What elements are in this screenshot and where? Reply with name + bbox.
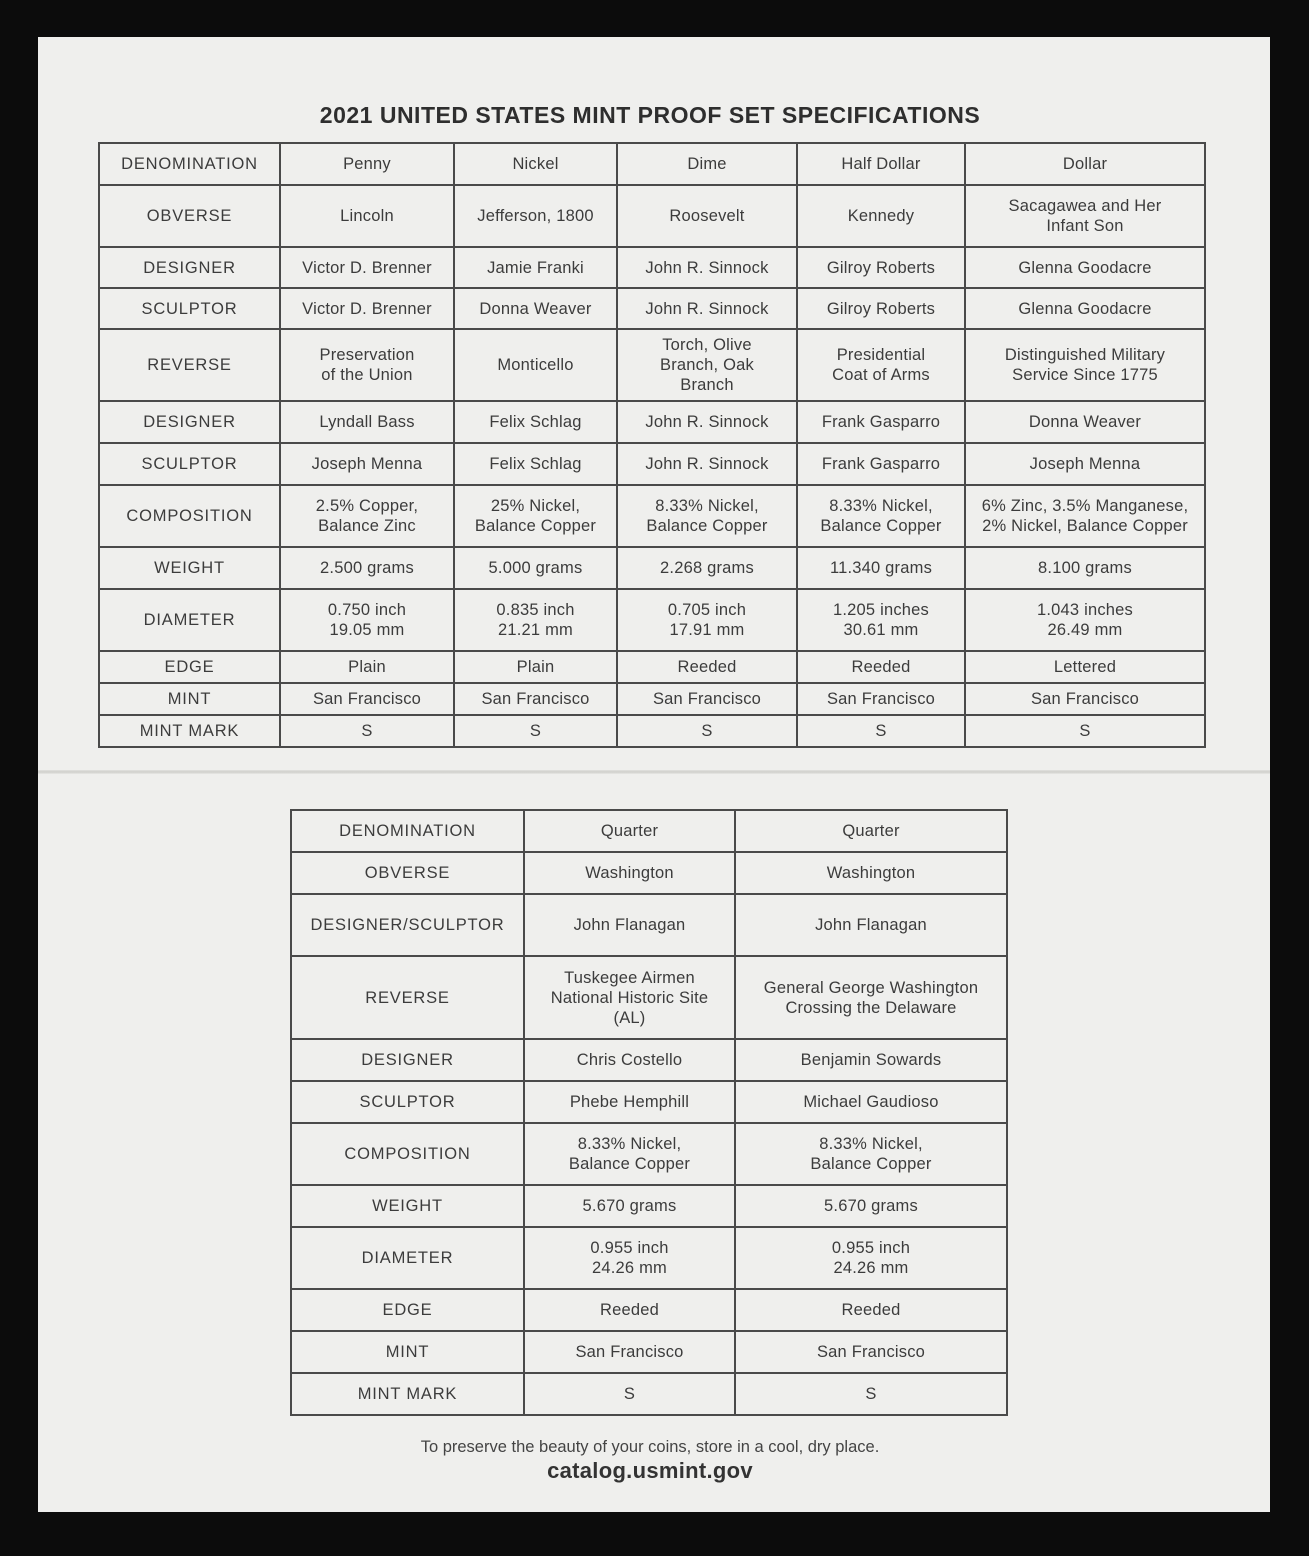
table-cell: Washington (735, 852, 1007, 894)
table-cell: 6% Zinc, 3.5% Manganese, 2% Nickel, Balance Copper (965, 485, 1205, 547)
row-header-cell: DIAMETER (291, 1227, 524, 1289)
table-cell: Half Dollar (797, 143, 965, 185)
table-cell: 25% Nickel, Balance Copper (454, 485, 617, 547)
table-row (291, 1185, 1007, 1227)
table-cell: S (797, 715, 965, 747)
table-cell: John R. Sinnock (617, 443, 797, 485)
table-cell: S (524, 1373, 735, 1415)
row-header-cell: SCULPTOR (99, 288, 280, 329)
table-cell: Felix Schlag (454, 443, 617, 485)
table-cell: Reeded (617, 651, 797, 683)
table-cell: Donna Weaver (965, 401, 1205, 443)
table-cell: Phebe Hemphill (524, 1081, 735, 1123)
table-cell: 5.670 grams (735, 1185, 1007, 1227)
care-note: To preserve the beauty of your coins, store in a cool, dry place. (420, 1438, 880, 1456)
table-cell: 1.043 inches 26.49 mm (965, 589, 1205, 651)
table-cell: 0.835 inch 21.21 mm (454, 589, 617, 651)
table-cell: Washington (524, 852, 735, 894)
table-row (99, 485, 1205, 547)
table-cell: Reeded (735, 1289, 1007, 1331)
row-header-cell: WEIGHT (291, 1185, 524, 1227)
row-header-cell: COMPOSITION (291, 1123, 524, 1185)
row-header-cell: MINT MARK (99, 715, 280, 747)
table-cell: Felix Schlag (454, 401, 617, 443)
table-row (99, 401, 1205, 443)
table-cell: Roosevelt (617, 185, 797, 247)
table-cell: Distinguished Military Service Since 1775 (965, 329, 1205, 401)
table-cell: John Flanagan (524, 894, 735, 956)
table-cell: San Francisco (965, 683, 1205, 715)
table-cell: Reeded (524, 1289, 735, 1331)
table-row (291, 894, 1007, 956)
row-header-cell: MINT (291, 1331, 524, 1373)
table-cell: S (617, 715, 797, 747)
table-cell: Frank Gasparro (797, 443, 965, 485)
spec-table-quarters (290, 809, 1008, 1416)
table-row (99, 715, 1205, 747)
table-cell: Victor D. Brenner (280, 247, 454, 288)
row-header-cell: EDGE (291, 1289, 524, 1331)
table-row (291, 956, 1007, 1039)
table-row (99, 589, 1205, 651)
table-cell: Lincoln (280, 185, 454, 247)
table-row (99, 329, 1205, 401)
table-row (291, 810, 1007, 852)
table-cell: 5.000 grams (454, 547, 617, 589)
table-cell: Dime (617, 143, 797, 185)
table-cell: 0.750 inch 19.05 mm (280, 589, 454, 651)
table-cell: 8.33% Nickel, Balance Copper (524, 1123, 735, 1185)
table-cell: Gilroy Roberts (797, 247, 965, 288)
table-cell: Plain (280, 651, 454, 683)
table-row (291, 1039, 1007, 1081)
table-cell: 2.5% Copper, Balance Zinc (280, 485, 454, 547)
table-cell: San Francisco (735, 1331, 1007, 1373)
table-cell: S (965, 715, 1205, 747)
row-header-cell: MINT (99, 683, 280, 715)
table-cell: 1.205 inches 30.61 mm (797, 589, 965, 651)
table-cell: 0.955 inch 24.26 mm (524, 1227, 735, 1289)
table-cell: Glenna Goodacre (965, 247, 1205, 288)
catalog-url: catalog.usmint.gov (547, 1458, 753, 1483)
table-cell: John R. Sinnock (617, 288, 797, 329)
table-cell: 5.670 grams (524, 1185, 735, 1227)
table-row (291, 1373, 1007, 1415)
table-cell: 8.33% Nickel, Balance Copper (617, 485, 797, 547)
table-cell: Kennedy (797, 185, 965, 247)
table-row (291, 1331, 1007, 1373)
row-header-cell: DESIGNER (291, 1039, 524, 1081)
table-cell: Preservation of the Union (280, 329, 454, 401)
table-cell: Michael Gaudioso (735, 1081, 1007, 1123)
row-header-cell: SCULPTOR (291, 1081, 524, 1123)
table-cell: Quarter (524, 810, 735, 852)
table-row (291, 1081, 1007, 1123)
page-title: 2021 UNITED STATES MINT PROOF SET SPECIFICATIONS (319, 102, 981, 128)
row-header-cell: COMPOSITION (99, 485, 280, 547)
table-cell: Torch, Olive Branch, Oak Branch (617, 329, 797, 401)
table-cell: Jefferson, 1800 (454, 185, 617, 247)
table-cell: Plain (454, 651, 617, 683)
table-cell: Tuskegee Airmen National Historic Site (AL) (524, 956, 735, 1039)
row-header-cell: REVERSE (291, 956, 524, 1039)
row-header-cell: DENOMINATION (291, 810, 524, 852)
table-cell: Penny (280, 143, 454, 185)
table-cell: 2.268 grams (617, 547, 797, 589)
table-row (291, 1227, 1007, 1289)
row-header-cell: SCULPTOR (99, 443, 280, 485)
table-cell: Glenna Goodacre (965, 288, 1205, 329)
spec-table-main (98, 142, 1206, 748)
table-row (291, 852, 1007, 894)
table-cell: John R. Sinnock (617, 247, 797, 288)
table-cell: Donna Weaver (454, 288, 617, 329)
table-row (99, 547, 1205, 589)
row-header-cell: DESIGNER (99, 247, 280, 288)
row-header-cell: DIAMETER (99, 589, 280, 651)
table-cell: S (280, 715, 454, 747)
row-header-cell: DESIGNER (99, 401, 280, 443)
table-row (99, 443, 1205, 485)
table-cell: Reeded (797, 651, 965, 683)
table-cell: San Francisco (280, 683, 454, 715)
card-fold (38, 770, 1270, 774)
row-header-cell: MINT MARK (291, 1373, 524, 1415)
table-cell: Gilroy Roberts (797, 288, 965, 329)
table-cell: Nickel (454, 143, 617, 185)
row-header-cell: EDGE (99, 651, 280, 683)
table-cell: Monticello (454, 329, 617, 401)
table-cell: John R. Sinnock (617, 401, 797, 443)
table-cell: 8.100 grams (965, 547, 1205, 589)
table-cell: Joseph Menna (280, 443, 454, 485)
table-row (99, 683, 1205, 715)
row-header-cell: DESIGNER/SCULPTOR (291, 894, 524, 956)
table-row (99, 651, 1205, 683)
table-cell: 2.500 grams (280, 547, 454, 589)
table-cell: San Francisco (617, 683, 797, 715)
table-row (99, 247, 1205, 288)
row-header-cell: OBVERSE (291, 852, 524, 894)
table-cell: Lyndall Bass (280, 401, 454, 443)
row-header-cell: OBVERSE (99, 185, 280, 247)
table-cell: Dollar (965, 143, 1205, 185)
table-row (291, 1123, 1007, 1185)
row-header-cell: REVERSE (99, 329, 280, 401)
table-cell: 8.33% Nickel, Balance Copper (735, 1123, 1007, 1185)
table-cell: S (454, 715, 617, 747)
table-cell: San Francisco (524, 1331, 735, 1373)
table-cell: 0.955 inch 24.26 mm (735, 1227, 1007, 1289)
table-cell: Quarter (735, 810, 1007, 852)
table-cell: Victor D. Brenner (280, 288, 454, 329)
table-cell: S (735, 1373, 1007, 1415)
table-cell: Presidential Coat of Arms (797, 329, 965, 401)
table-cell: General George Washington Crossing the Delaware (735, 956, 1007, 1039)
table-cell: 8.33% Nickel, Balance Copper (797, 485, 965, 547)
table-cell: John Flanagan (735, 894, 1007, 956)
table-cell: Chris Costello (524, 1039, 735, 1081)
table-row (99, 143, 1205, 185)
table-row (291, 1289, 1007, 1331)
table-cell: Joseph Menna (965, 443, 1205, 485)
table-cell: Benjamin Sowards (735, 1039, 1007, 1081)
table-cell: Lettered (965, 651, 1205, 683)
table-cell: Frank Gasparro (797, 401, 965, 443)
table-cell: 0.705 inch 17.91 mm (617, 589, 797, 651)
row-header-cell: DENOMINATION (99, 143, 280, 185)
row-header-cell: WEIGHT (99, 547, 280, 589)
table-cell: Sacagawea and Her Infant Son (965, 185, 1205, 247)
table-row (99, 288, 1205, 329)
table-cell: 11.340 grams (797, 547, 965, 589)
table-cell: Jamie Franki (454, 247, 617, 288)
table-cell: San Francisco (797, 683, 965, 715)
table-cell: San Francisco (454, 683, 617, 715)
table-row (99, 185, 1205, 247)
